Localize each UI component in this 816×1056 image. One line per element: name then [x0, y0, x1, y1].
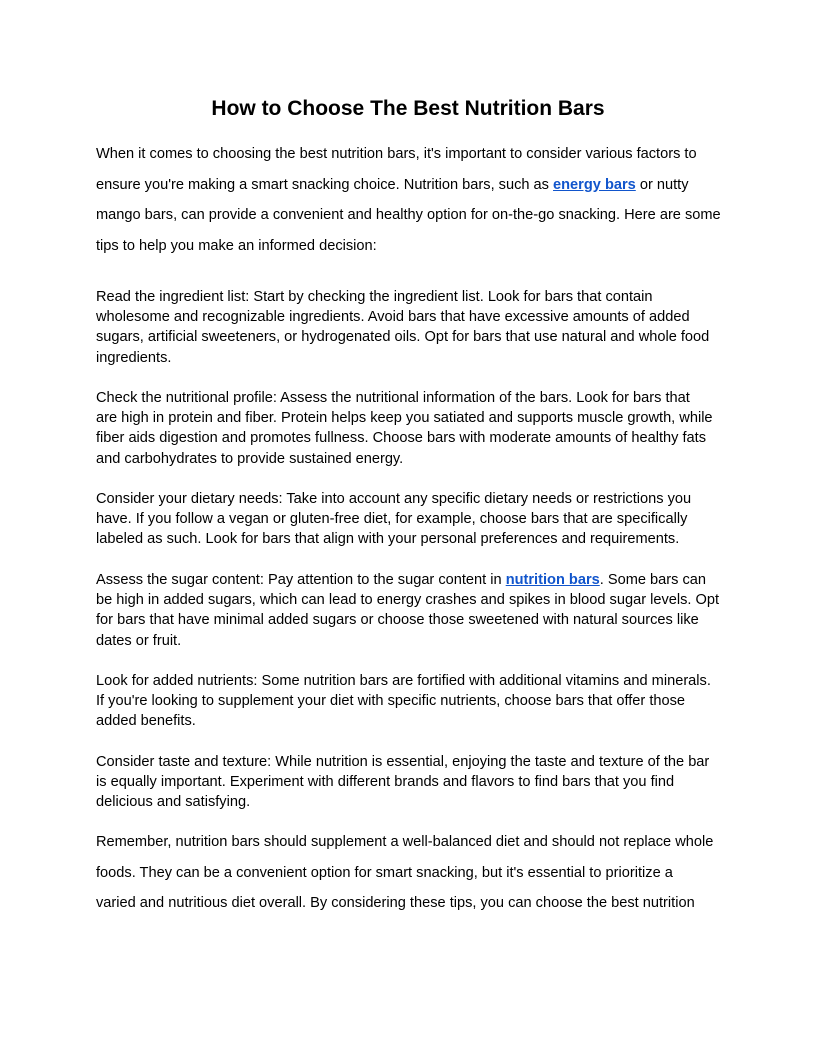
tip-line: sugars, artificial sweeteners, or hydrogenated oils. Opt for bars that use natural and whole food: [96, 329, 710, 346]
energy-bars-link[interactable]: energy bars: [553, 176, 636, 193]
nutrition-bars-link[interactable]: nutrition bars: [505, 572, 600, 588]
closing-line: Remember, nutrition bars should supplement a well-balanced diet and should not replace whole: [96, 834, 714, 850]
tip-line: is equally important. Experiment with different brands and flavors to find bars that you find: [96, 774, 675, 791]
tip-sugar-content: [96, 570, 720, 651]
tip-ingredient-list: [96, 287, 720, 368]
tip-line: [96, 570, 720, 590]
tip-line: Consider taste and texture: While nutrition is essential, enjoying the taste and texture of the bar: [96, 754, 710, 770]
tip-line: Consider your dietary needs: Take into account any specific dietary needs or restrictions you: [96, 491, 692, 507]
intro-line-2: [96, 170, 720, 201]
closing-line: foods. They can be a convenient option for smart snacking, but it's essential to prioritize a: [96, 864, 673, 881]
page-title: How to Choose The Best Nutrition Bars: [211, 97, 605, 120]
closing-line: varied and nutritious diet overall. By considering these tips, you can choose the best nutrition: [96, 895, 695, 912]
tip-line: Read the ingredient list: Start by checking the ingredient list. Look for bars that contain: [96, 289, 653, 305]
tip-sugar-text-after: . Some bars can: [599, 572, 707, 588]
tip-added-nutrients: [96, 671, 720, 732]
tip-line: Check the nutritional profile: Assess the nutritional information of the bars. Look for bars that: [96, 390, 690, 406]
tip-line: fiber aids digestion and promotes fullness. Choose bars with moderate amounts of healthy fats: [96, 430, 707, 447]
tip-line: dates or fruit.: [96, 632, 182, 649]
tip-line: If you're looking to supplement your diet with specific nutrients, choose bars that offer those: [96, 693, 686, 710]
tip-line: delicious and satisfying.: [96, 794, 251, 811]
tip-line: have. If you follow a vegan or gluten-free diet, for example, choose bars that are specifically: [96, 511, 688, 528]
tip-line: labeled as such. Look for bars that align with your personal preferences and requirements.: [96, 531, 680, 548]
intro-paragraph: [96, 139, 720, 262]
tip-taste-texture: [96, 752, 720, 813]
tip-line: and carbohydrates to provide sustained energy.: [96, 450, 404, 467]
tip-nutritional-profile: [96, 388, 720, 469]
intro-line-2-text-after: or nutty: [635, 176, 689, 193]
tip-line: for bars that have minimal added sugars or choose those sweetened with natural sources like: [96, 612, 699, 629]
tip-line: ingredients.: [96, 349, 172, 366]
intro-line-4: tips to help you make an informed decision:: [96, 238, 377, 255]
closing-paragraph: [96, 827, 720, 919]
tip-dietary-needs: [96, 489, 720, 550]
intro-line-1: When it comes to choosing the best nutrition bars, it's important to consider various factors to: [96, 146, 697, 162]
tip-line: added benefits.: [96, 713, 196, 730]
tip-line: are high in protein and fiber. Protein helps keep you satiated and supports muscle growth, while: [96, 410, 713, 427]
tip-line: Look for added nutrients: Some nutrition bars are fortified with additional vitamins and minerals.: [96, 673, 711, 689]
tip-line: be high in added sugars, which can lead to energy crashes and spikes in blood sugar levels. Opt: [96, 592, 720, 609]
tip-line: wholesome and recognizable ingredients. Avoid bars that have excessive amounts of added: [96, 309, 690, 326]
tip-sugar-text-before: Assess the sugar content: Pay attention to the sugar content in: [96, 572, 506, 588]
intro-line-2-text-before: ensure you're making a smart snacking choice. Nutrition bars, such as: [96, 176, 554, 193]
intro-line-3: mango bars, can provide a convenient and healthy option for on-the-go snacking. Here are some: [96, 207, 721, 224]
